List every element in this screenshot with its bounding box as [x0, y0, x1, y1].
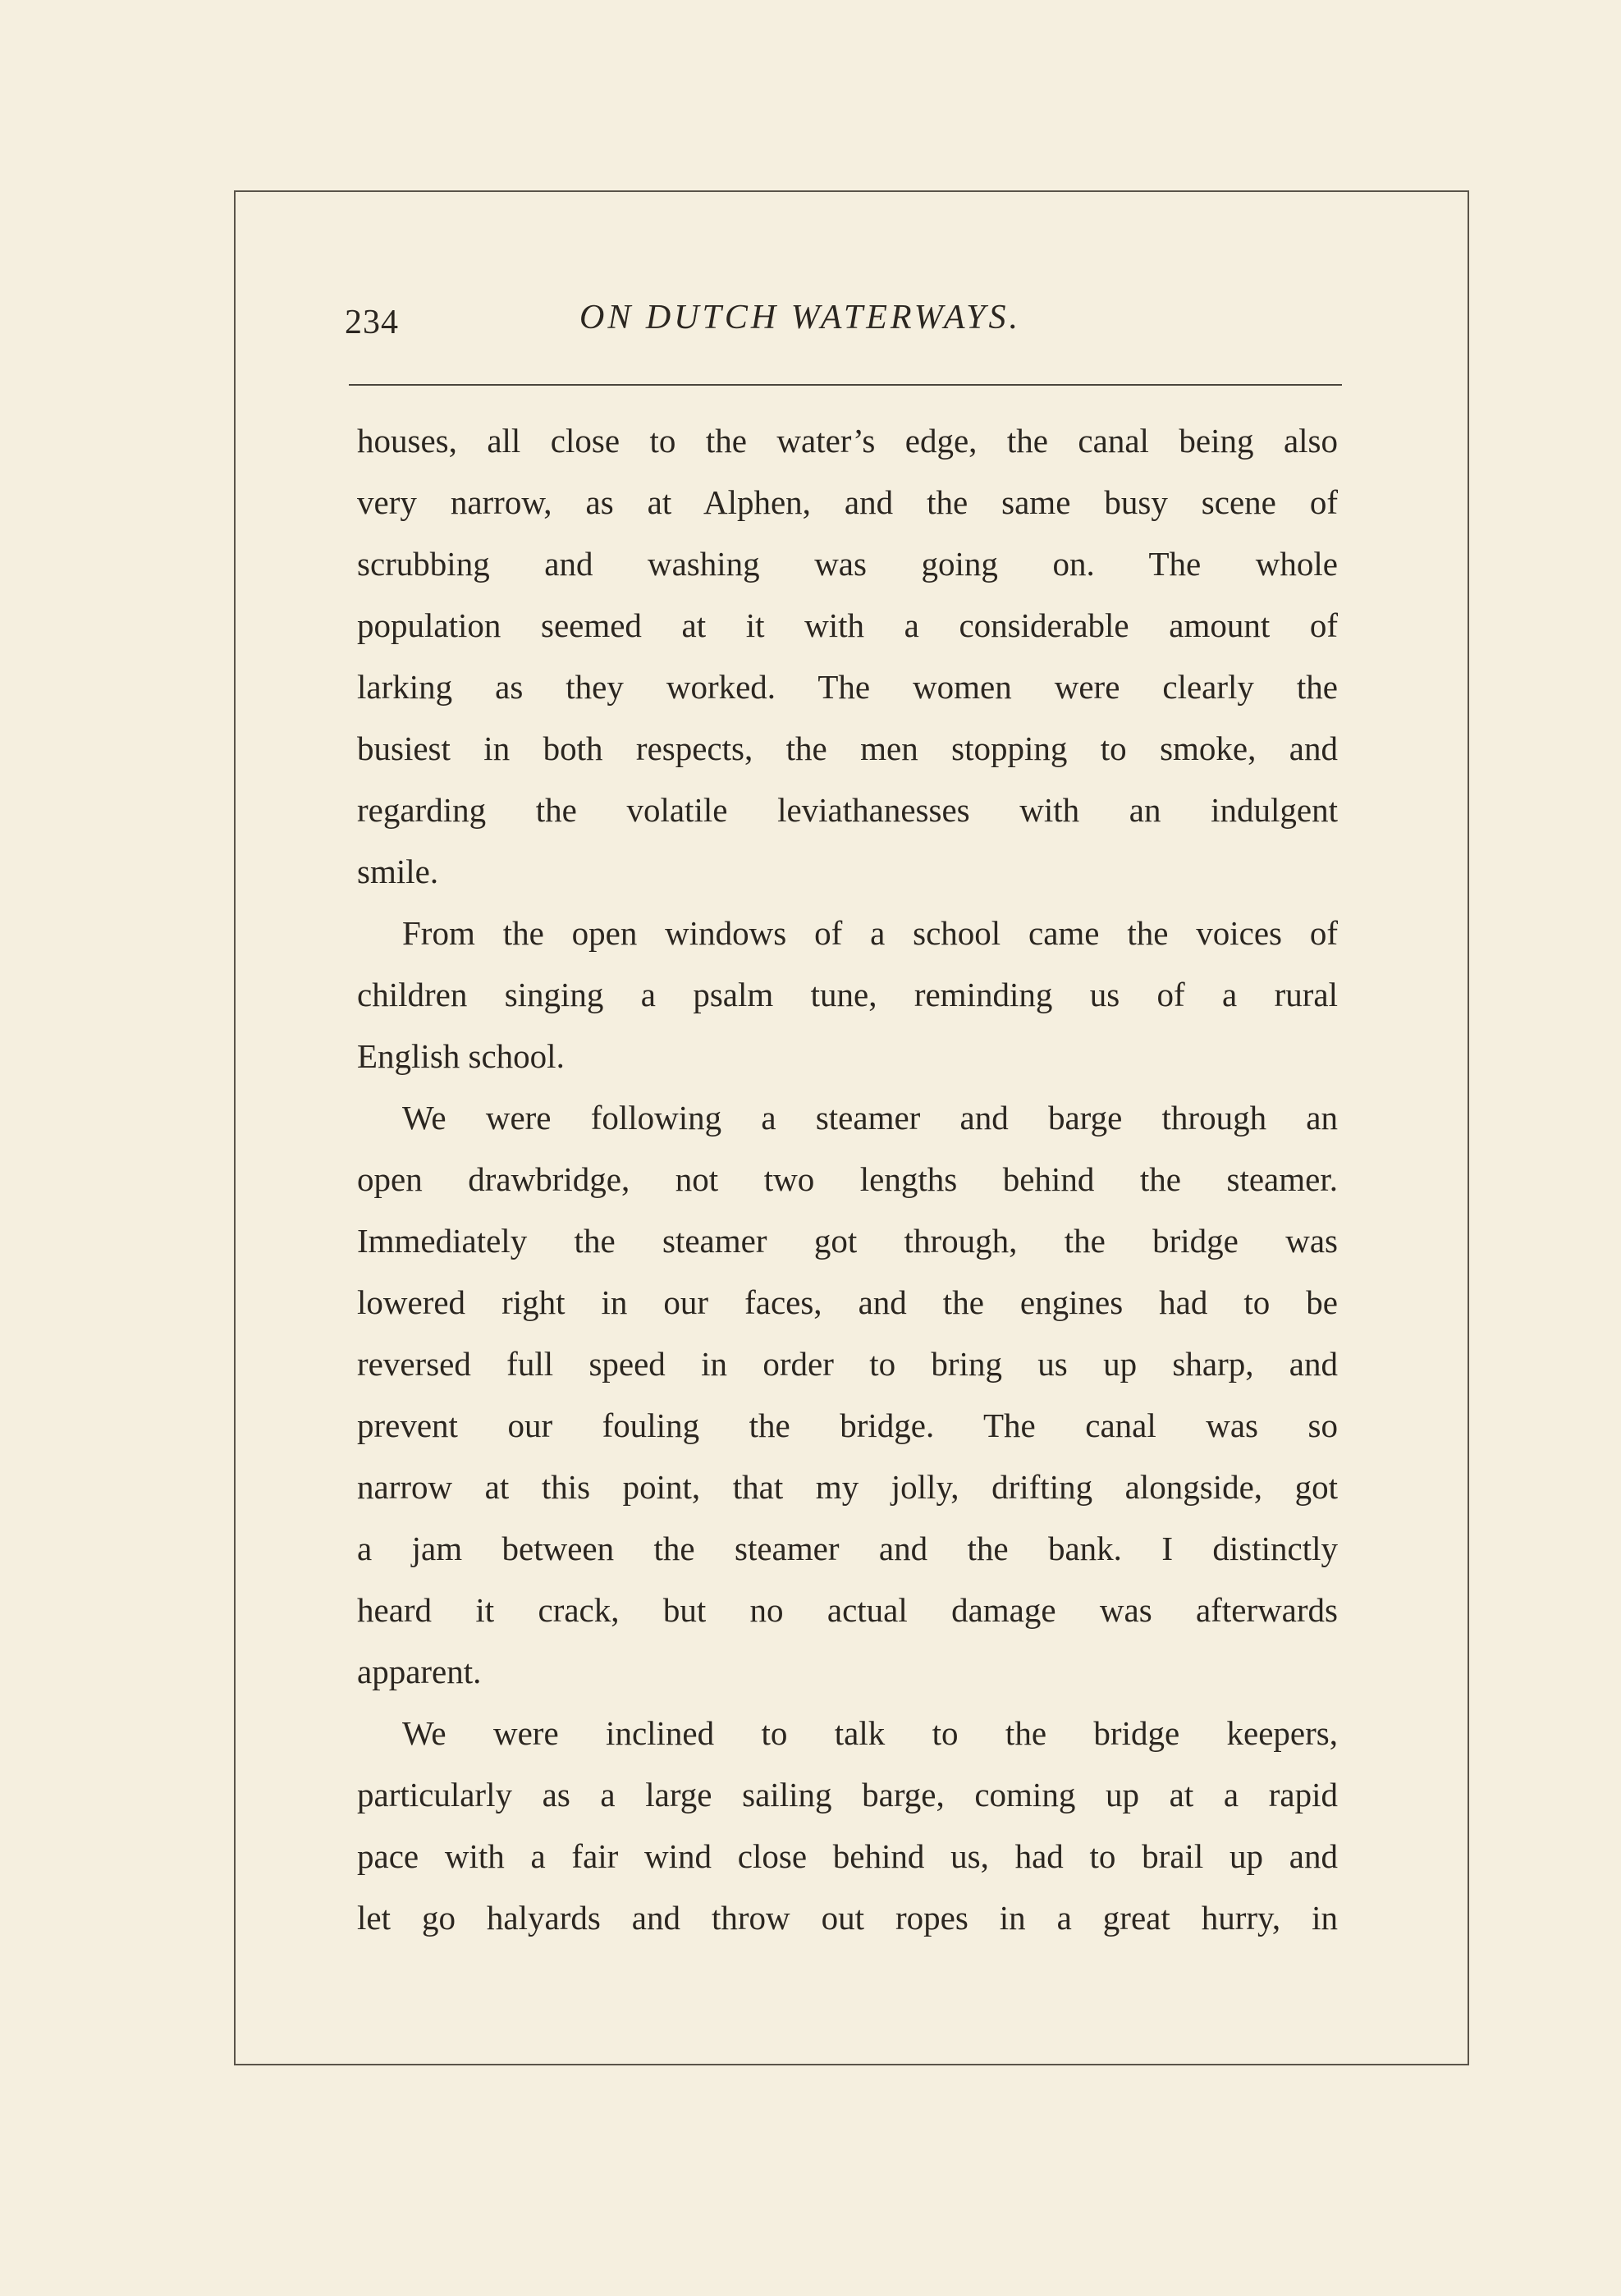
text-line: pace with a fair wind close behind us, had to brail up and [357, 1837, 1338, 1875]
text-line: lowered right in our faces, and the engines had to be [357, 1283, 1338, 1321]
text-line: regarding the volatile leviathanesses with an indulgent [357, 791, 1338, 829]
text-line: English school. [357, 1037, 565, 1075]
text-line: narrow at this point, that my jolly, drifting alongside, got [357, 1468, 1338, 1506]
text-line: particularly as a large sailing barge, coming up at a rapid [357, 1776, 1338, 1813]
paragraph-first-line: From the open windows of a school came the voices of [402, 914, 1338, 952]
text-line: heard it crack, but no actual damage was afterwards [357, 1591, 1338, 1629]
text-line: apparent. [357, 1653, 482, 1690]
text-line: very narrow, as at Alphen, and the same busy scene of [357, 483, 1338, 521]
body-text [357, 410, 1338, 1949]
text-line: a jam between the steamer and the bank. I distinctly [357, 1530, 1338, 1567]
paragraph-first-line: We were following a steamer and barge through an [402, 1099, 1338, 1137]
text-line: population seemed at it with a considerable amount of [357, 606, 1338, 644]
paragraph-first-line: We were inclined to talk to the bridge keepers, [402, 1714, 1338, 1752]
page-number: 234 [345, 304, 399, 341]
page-header [345, 291, 1354, 349]
text-line: prevent our fouling the bridge. The canal was so [357, 1406, 1338, 1444]
text-line: children singing a psalm tune, reminding us of a rural [357, 976, 1338, 1013]
running-title: ON DUTCH WATERWAYS. [579, 299, 1022, 336]
text-line: open drawbridge, not two lengths behind the steamer. [357, 1160, 1338, 1198]
text-line: let go halyards and throw out ropes in a great hurry, in [357, 1899, 1338, 1937]
text-line: reversed full speed in order to bring us up sharp, and [357, 1345, 1338, 1383]
text-line: Immediately the steamer got through, the bridge was [357, 1222, 1338, 1260]
text-line: houses, all close to the water’s edge, the canal being also [357, 422, 1338, 460]
header-rule [349, 384, 1342, 386]
text-line: busiest in both respects, the men stopping to smoke, and [357, 730, 1338, 767]
text-line: scrubbing and washing was going on. The whole [357, 545, 1338, 583]
text-line: smile. [357, 853, 439, 890]
text-line: larking as they worked. The women were clearly the [357, 668, 1338, 706]
